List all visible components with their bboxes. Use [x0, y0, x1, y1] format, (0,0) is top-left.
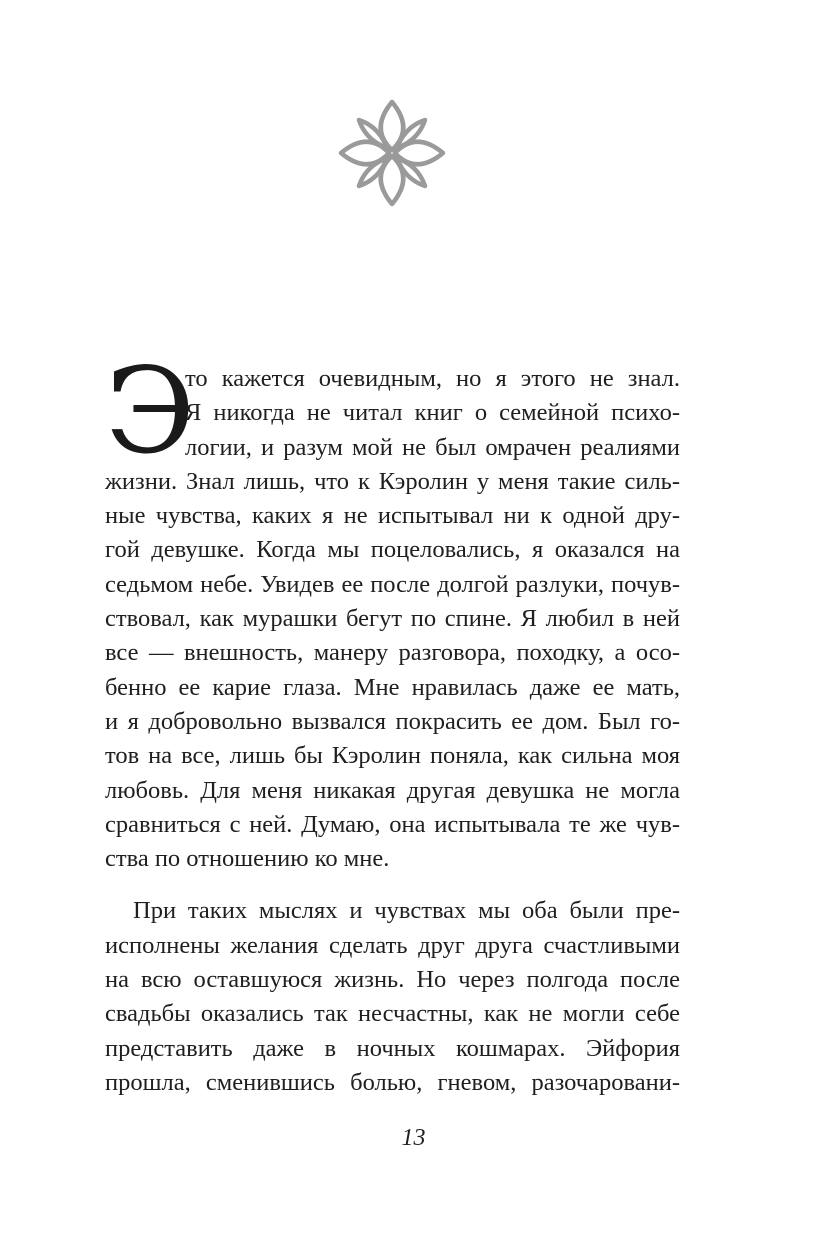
text-line: прошла, сменившись болью, гневом, разочаровани-: [105, 1068, 680, 1096]
drop-cap: Э: [105, 342, 196, 480]
text-line: седьмом небе. Увидев ее после долгой разлуки, почув-: [105, 570, 680, 598]
body-text: [105, 342, 680, 1100]
page-number: 13: [401, 1125, 426, 1151]
text-line: ные чувства, каких я не испытывал ни к одной дру-: [105, 502, 680, 530]
text-line: и я добровольно вызвался покрасить ее дом. Был го-: [105, 707, 680, 735]
text-line: исполнены желания сделать друг друга счастливыми: [105, 931, 680, 959]
text-line: При таких мыслях и чувствах мы оба были пре-: [133, 897, 680, 925]
text-line: Я никогда не читал книг о семейной психо-: [185, 399, 680, 427]
text-line: ства по отношению ко мне.: [105, 845, 390, 873]
text-line: представить даже в ночных кошмарах. Эйфория: [105, 1034, 680, 1062]
lotus-flower-ornament-icon: [337, 98, 447, 208]
text-line: свадьбы оказались так несчастны, как не могли себе: [105, 1000, 680, 1028]
text-line: тов на все, лишь бы Кэролин поняла, как сильна моя: [105, 742, 680, 770]
text-line: гой девушке. Когда мы поцеловались, я оказался на: [105, 536, 680, 564]
text-line: логии, и разум мой не был омрачен реалиями: [185, 433, 680, 461]
text-line: жизни. Знал лишь, что к Кэролин у меня такие силь-: [105, 467, 680, 495]
text-line: на всю оставшуюся жизнь. Но через полгода после: [105, 966, 680, 994]
text-line: любовь. Для меня никакая другая девушка не могла: [105, 776, 680, 804]
text-line: все — внешность, манеру разговора, походку, а осо-: [105, 639, 680, 667]
text-line: ствовал, как мурашки бегут по спине. Я любил в ней: [105, 605, 680, 633]
text-line: бенно ее карие глаза. Мне нравилась даже ее мать,: [105, 673, 680, 701]
text-line: сравниться с ней. Думаю, она испытывала те же чув-: [105, 810, 680, 838]
text-line: то кажется очевидным, но я этого не знал.: [185, 365, 680, 392]
